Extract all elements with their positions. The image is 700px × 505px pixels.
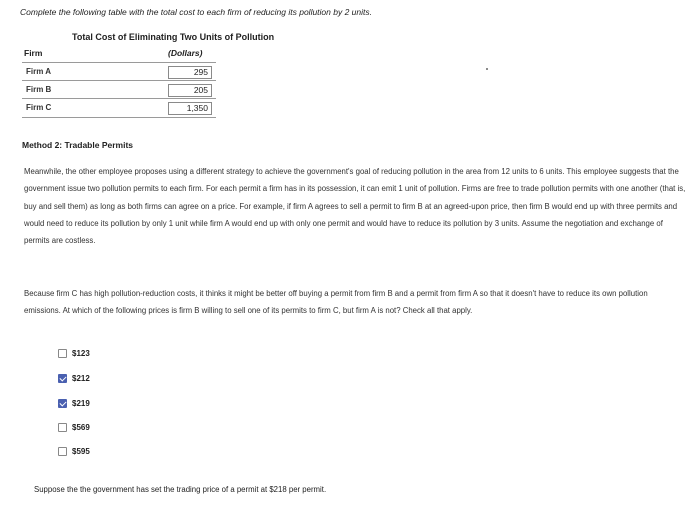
column-header-dollars: (Dollars): [168, 48, 203, 58]
option-219[interactable]: [58, 397, 90, 409]
option-label: $219: [72, 398, 90, 408]
option-label: $569: [72, 422, 90, 432]
option-123[interactable]: [58, 347, 90, 359]
option-label: $212: [72, 373, 90, 383]
paragraph-method2-description: Meanwhile, the other employee proposes using a different strategy to achieve the government's goal of reducing pollution in the area from 12 units to 6 units. This employee suggests that the government issue two pollution permits to each firm. For each permit a firm has in its possession, it can emit 1 unit of pollution. Firms are free to trade pollution permits with one another (that is, buy and sell them) as long as both firms can agree on a price. For example, if firm A agrees to sell a permit to firm B at an agreed-upon price, then firm B would end up with three permits and would need to reduce its pollution by only 1 unit while firm A would end up with only one permit and would have to reduce its pollution by 3 units. Assume the negotiation and exchange of permits are costless.: [24, 167, 686, 246]
checkbox-icon[interactable]: [58, 447, 67, 456]
option-label: $123: [72, 348, 90, 358]
option-569[interactable]: [58, 421, 90, 433]
table-divider: [22, 80, 216, 81]
cost-input-firm-a[interactable]: 295: [168, 66, 212, 79]
table-header: Total Cost of Eliminating Two Units of Pollution: [72, 32, 275, 42]
paragraph-question: Because firm C has high pollution-reduction costs, it thinks it might be better off buying a permit from firm B and a permit from firm A so that it doesn't have to reduce its own pollution emissions. At which of the following prices is firm B willing to sell one of its permits to firm C, but firm A is not? Check all that apply.: [24, 289, 648, 316]
checkbox-checked-icon[interactable]: [58, 399, 67, 408]
column-header-firm: Firm: [24, 48, 43, 58]
instruction-text: Complete the following table with the total cost to each firm of reducing its pollution by 2 units.: [20, 7, 372, 17]
table-divider: [22, 62, 216, 63]
footer-text: Suppose the the government has set the trading price of a permit at $218 per permit.: [34, 485, 327, 494]
checkbox-icon[interactable]: [58, 423, 67, 432]
cost-input-firm-c[interactable]: 1,350: [168, 102, 212, 115]
stray-dot: [486, 68, 488, 70]
section-title-method2: Method 2: Tradable Permits: [22, 140, 133, 150]
option-label: $595: [72, 446, 90, 456]
row-label-firm-a: Firm A: [26, 67, 52, 76]
table-divider: [22, 98, 216, 99]
option-595[interactable]: [58, 445, 90, 457]
cost-input-firm-b[interactable]: 205: [168, 84, 212, 97]
checkbox-checked-icon[interactable]: [58, 374, 67, 383]
row-label-firm-c: Firm C: [26, 103, 52, 112]
option-212[interactable]: [58, 372, 90, 384]
row-label-firm-b: Firm B: [26, 85, 52, 94]
checkbox-icon[interactable]: [58, 349, 67, 358]
table-divider: [22, 117, 216, 118]
